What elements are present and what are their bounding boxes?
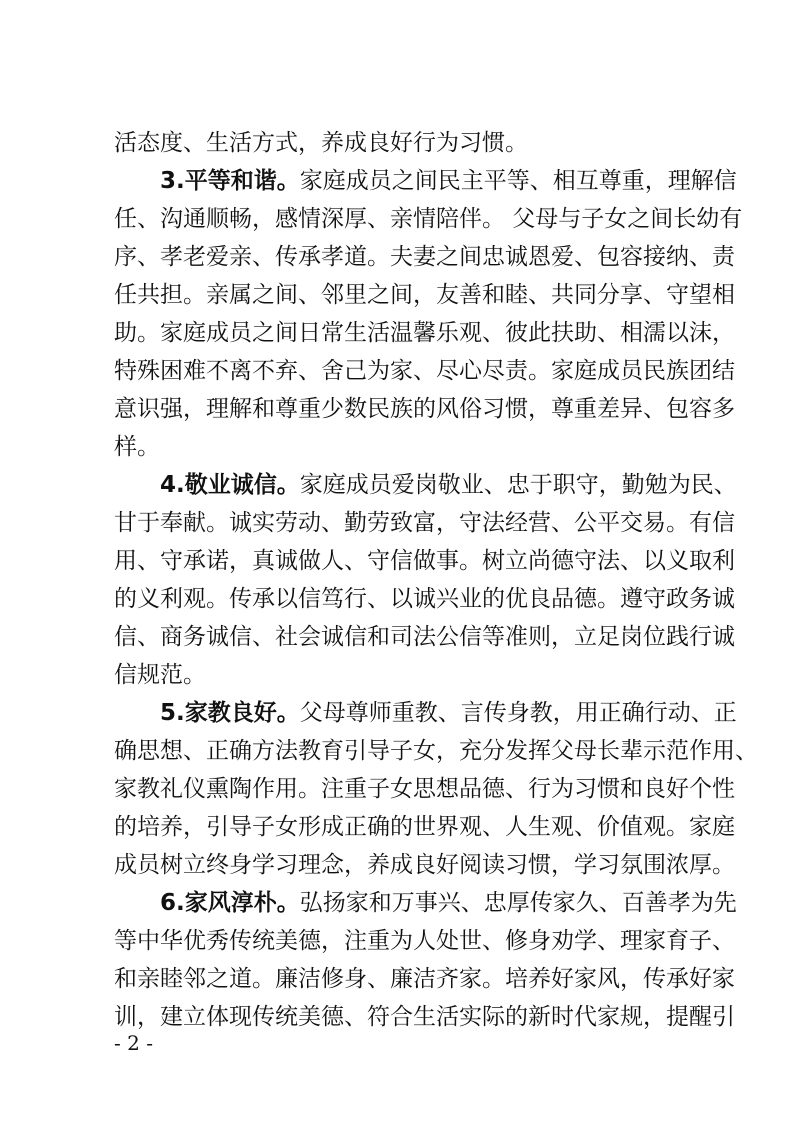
body-text-line: 的义利观。传承以信笃行、以诚兴业的优良品德。遵守政务诚 — [114, 586, 735, 612]
section-first-line — [114, 166, 737, 196]
section-first-line-text: 家庭成员爱岗敬业、忠于职守，勤勉为民、 — [299, 472, 737, 498]
section-heading: 5.家教良好。 — [160, 700, 300, 726]
body-text-line: 等中华优秀传统美德，注重为人处世、修身劝学、理家育子、 — [114, 928, 735, 954]
section-first-line — [114, 698, 737, 728]
section-heading: 3.平等和谐。 — [160, 168, 300, 194]
section-heading: 4.敬业诚信。 — [160, 472, 300, 498]
body-text-line: 意识强，理解和尊重少数民族的风俗习惯，尊重差异、包容多 — [114, 396, 735, 422]
section-first-line — [114, 888, 737, 918]
body-text-line: 活态度、生活方式，养成良好行为习惯。 — [114, 130, 528, 156]
body-text-line: 训，建立体现传统美德、符合生活实际的新时代家规，提醒引 — [114, 1004, 735, 1030]
section-first-line — [114, 470, 737, 500]
body-text-line: 任、沟通顺畅，感情深厚、亲情陪伴。 父母与子女之间长幼有 — [114, 206, 743, 232]
section-first-line-text: 家庭成员之间民主平等、相互尊重，理解信 — [299, 168, 737, 194]
page-number: - 2 - — [114, 1031, 153, 1055]
body-text-line: 的培养，引导子女形成正确的世界观、人生观、价值观。家庭 — [114, 814, 735, 840]
body-text-line: 家教礼仪熏陶作用。注重子女思想品德、行为习惯和良好个性 — [114, 776, 735, 802]
section-first-line-text: 弘扬家和万事兴、忠厚传家久、百善孝为先 — [299, 890, 737, 916]
body-text-line: 用、守承诺，真诚做人、守信做事。树立尚德守法、以义取利 — [114, 548, 735, 574]
body-text-line: 特殊困难不离不弃、舍己为家、尽心尽责。家庭成员民族团结 — [114, 358, 735, 384]
body-text-line: 确思想、正确方法教育引导子女，充分发挥父母长辈示范作用、 — [114, 738, 758, 764]
body-text-line: 样。 — [114, 434, 160, 460]
body-text-line: 和亲睦邻之道。廉洁修身、廉洁齐家。培养好家风，传承好家 — [114, 966, 735, 992]
body-text-line: 助。家庭成员之间日常生活温馨乐观、彼此扶助、相濡以沫， — [114, 320, 735, 346]
section-first-line-text: 父母尊师重教、言传身教，用正确行动、正 — [299, 700, 737, 726]
body-text-line: 信规范。 — [114, 662, 206, 688]
body-text-line: 甘于奉献。诚实劳动、勤劳致富，守法经营、公平交易。有信 — [114, 510, 735, 536]
body-text-line: 序、孝老爱亲、传承孝道。夫妻之间忠诚恩爱、包容接纳、责 — [114, 244, 735, 270]
body-text-line: 信、商务诚信、社会诚信和司法公信等准则，立足岗位践行诚 — [114, 624, 735, 650]
body-text-line: 成员树立终身学习理念，养成良好阅读习惯，学习氛围浓厚。 — [114, 852, 735, 878]
body-text-line: 任共担。亲属之间、邻里之间，友善和睦、共同分享、守望相 — [114, 282, 735, 308]
section-heading: 6.家风淳朴。 — [160, 890, 300, 916]
